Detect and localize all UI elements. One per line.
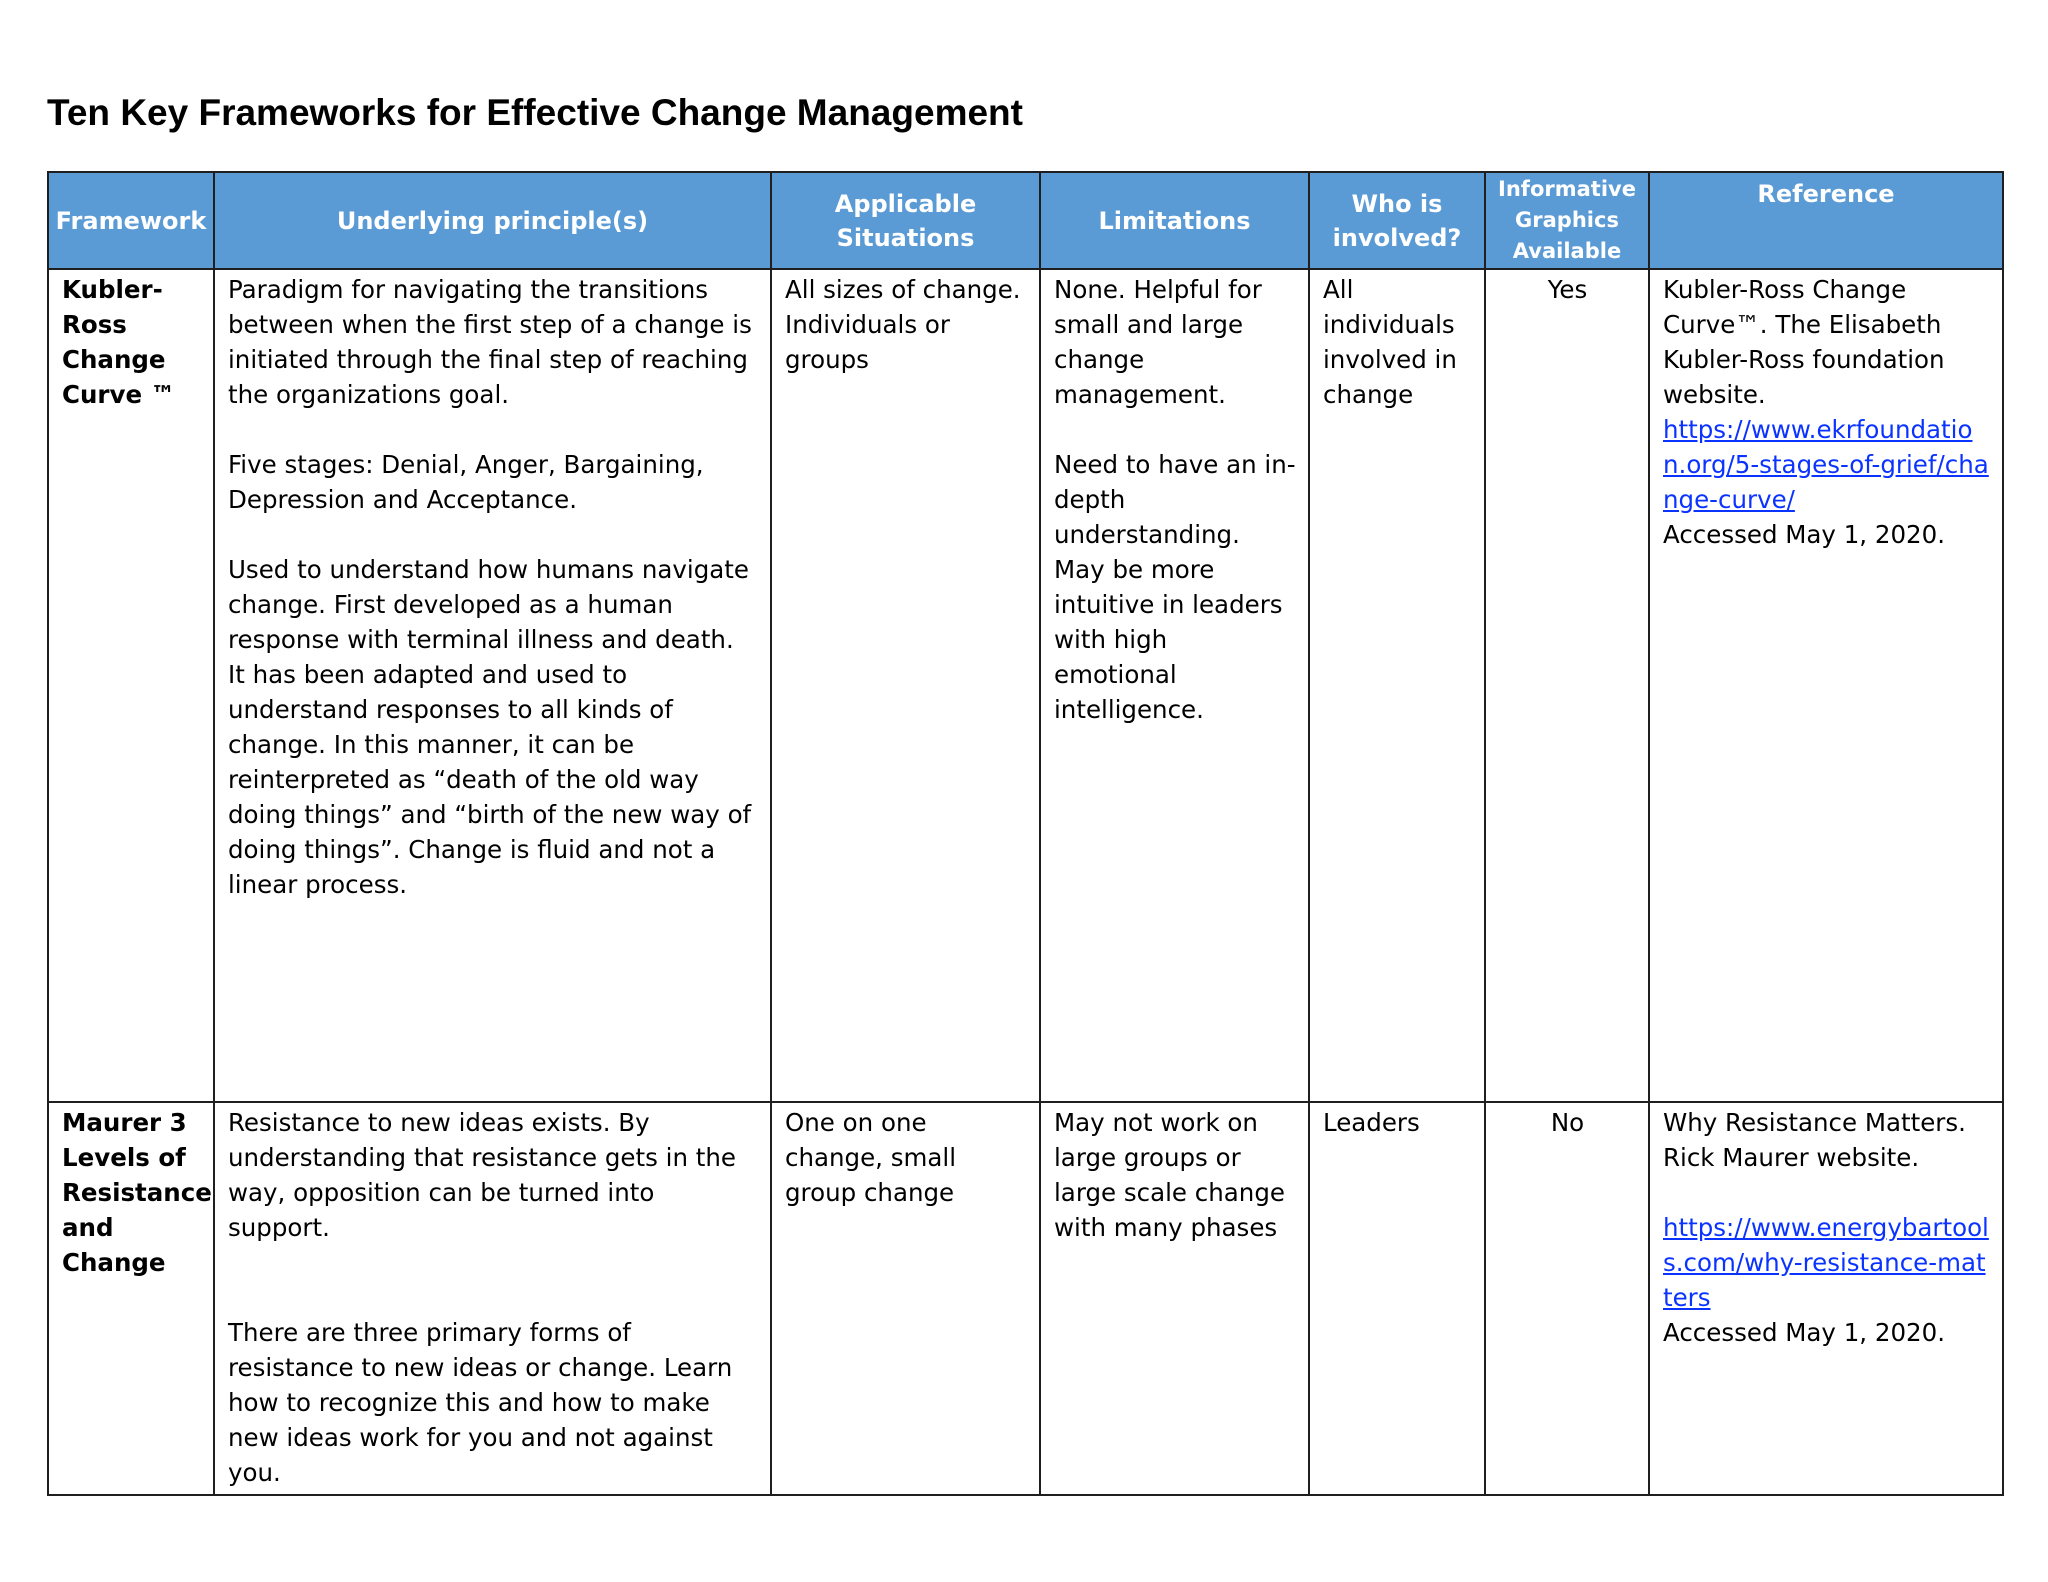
frameworks-table [47, 171, 2004, 1496]
involved-cell: All individuals involved in change [1309, 269, 1485, 1102]
header-situations: Applicable Situations [771, 172, 1040, 269]
principle-text: Used to understand how humans navigate change. First developed as a human response with terminal illness and death. It has been adapted and used to understand responses to all kinds of change. In this manner, it can be reinterpreted as “death of the old way doing things” and “birth of the new way of doing things”. Change is fluid and not a linear process. [228, 555, 752, 899]
limitations-cell [1040, 1102, 1309, 1495]
header-principles: Underlying principle(s) [214, 172, 771, 269]
reference-cell [1649, 1102, 2003, 1495]
principle-text: There are three primary forms of resistance to new ideas or change. Learn how to recognize this and how to make new ideas work for you and not against you. [228, 1318, 733, 1487]
limitation-text: Need to have an in-depth understanding. May be more intuitive in leaders with high emotional intelligence. [1054, 450, 1296, 724]
reference-accessed: Accessed May 1, 2020. [1663, 1318, 1946, 1347]
graphics-cell: Yes [1485, 269, 1649, 1102]
header-involved: Who is involved? [1309, 172, 1485, 269]
graphics-cell: No [1485, 1102, 1649, 1495]
involved-cell: Leaders [1309, 1102, 1485, 1495]
situations-cell: One on one change, small group change [771, 1102, 1040, 1495]
framework-name: Kubler-Ross Change Curve ™ [48, 269, 214, 1102]
framework-name: Maurer 3 Levels of Resistance and Change [48, 1102, 214, 1495]
table-row [48, 269, 2003, 1102]
header-limitations: Limitations [1040, 172, 1309, 269]
reference-cell [1649, 269, 2003, 1102]
page-title: Ten Key Frameworks for Effective Change Management [47, 92, 1023, 133]
situations-cell: All sizes of change. Individuals or groups [771, 269, 1040, 1102]
principle-text: Paradigm for navigating the transitions between when the first step of a change is initiated through the final step of reaching the organizations goal. [228, 275, 752, 409]
limitation-text: May not work on large groups or large scale change with many phases [1054, 1108, 1285, 1242]
reference-text: Kubler-Ross Change Curve™. The Elisabeth Kubler-Ross foundation website. [1663, 275, 1945, 409]
header-reference: Reference [1649, 172, 2003, 269]
reference-accessed: Accessed May 1, 2020. [1663, 520, 1946, 549]
principle-text: Resistance to new ideas exists. By understanding that resistance gets in the way, opposition can be turned into support. [228, 1108, 736, 1242]
table-row [48, 1102, 2003, 1495]
principles-cell [214, 1102, 771, 1495]
reference-link[interactable]: https://www.energybartools.com/why-resistance-matters [1663, 1213, 1989, 1312]
header-graphics: Informative Graphics Available [1485, 172, 1649, 269]
limitation-text: None. Helpful for small and large change management. [1054, 275, 1262, 409]
principle-text: Five stages: Denial, Anger, Bargaining, Depression and Acceptance. [228, 450, 704, 514]
reference-text: Why Resistance Matters. Rick Maurer website. [1663, 1108, 1966, 1172]
reference-link[interactable]: https://www.ekrfoundation.org/5-stages-of-grief/change-curve/ [1663, 415, 1989, 514]
principles-cell [214, 269, 771, 1102]
limitations-cell [1040, 269, 1309, 1102]
header-row [48, 172, 2003, 269]
header-framework: Framework [48, 172, 214, 269]
